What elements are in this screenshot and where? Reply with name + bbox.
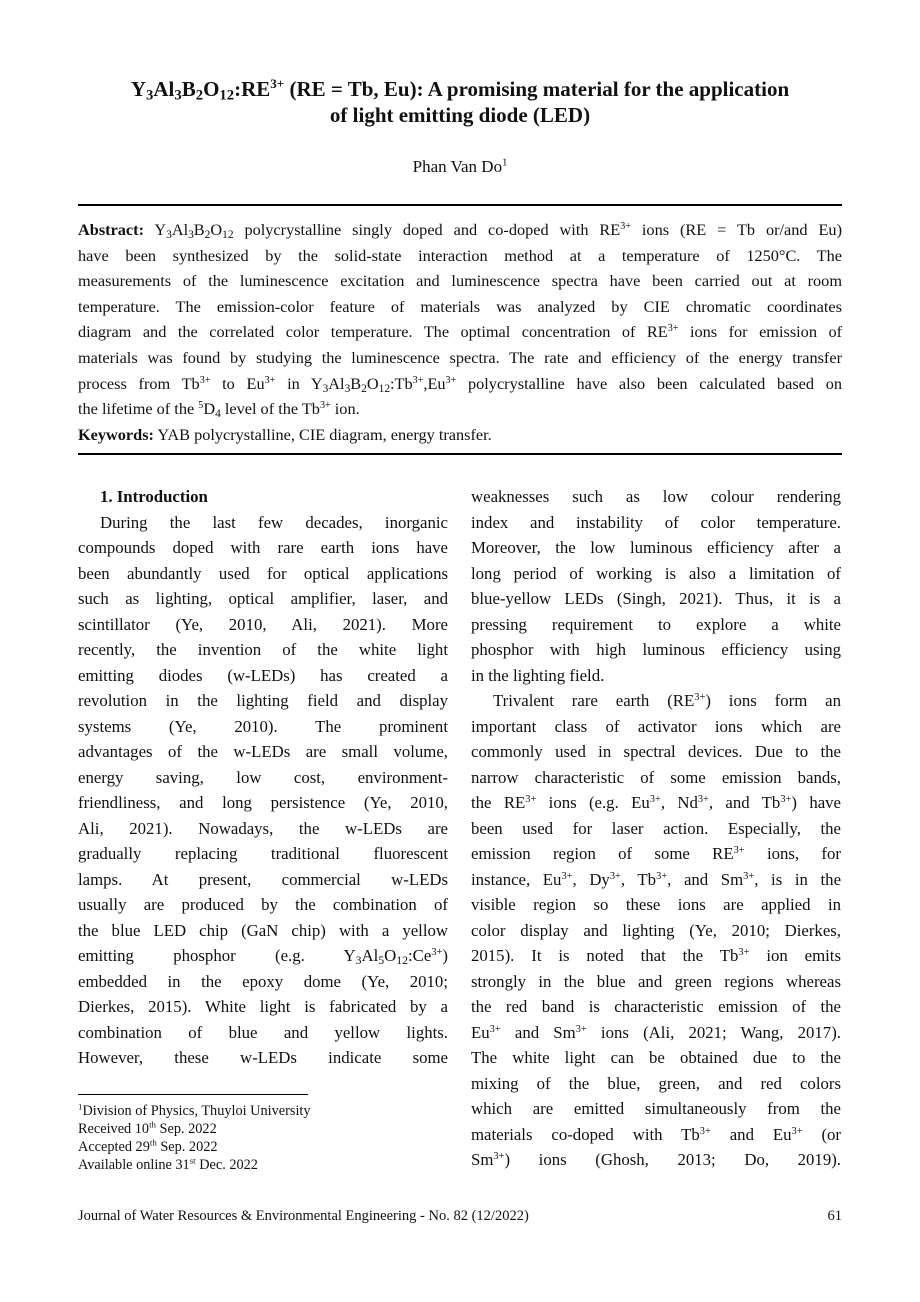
subscript: 5 bbox=[378, 953, 385, 967]
text-run: B bbox=[181, 77, 196, 101]
text-run: Sm bbox=[471, 1150, 494, 1169]
text-run: B bbox=[350, 373, 362, 393]
text-run: Trivalent rare earth (RE bbox=[493, 691, 695, 710]
text-run: emitting phosphor (e.g. Y bbox=[78, 946, 356, 965]
text-run: Y bbox=[144, 220, 167, 239]
text-run: diagram and the correlated color temperature. The optimal concentration of RE bbox=[78, 322, 668, 342]
text-line bbox=[471, 714, 841, 740]
text-line bbox=[78, 867, 448, 893]
text-line bbox=[78, 943, 448, 969]
text-run: materials was found by studying the luminescence spectra. The rate and efficiency of the energy transfer bbox=[78, 347, 842, 367]
text-line bbox=[471, 1122, 841, 1148]
superscript: 3+ bbox=[561, 870, 573, 882]
subscript: 3 bbox=[355, 953, 362, 967]
title-line-1 bbox=[60, 76, 860, 102]
text-line bbox=[78, 892, 448, 918]
superscript: th bbox=[149, 1137, 157, 1148]
text-line bbox=[78, 637, 448, 663]
subscript: 2 bbox=[204, 228, 211, 241]
abstract-divider bbox=[78, 453, 842, 455]
text-run: the red band is characteristic emission of the bbox=[471, 997, 841, 1016]
author-name bbox=[0, 157, 920, 177]
page-number: 61 bbox=[827, 1208, 842, 1224]
text-run: important class of activator ions which are bbox=[471, 716, 841, 736]
text-run: phosphor with high luminous efficiency using bbox=[471, 640, 841, 659]
superscript: 3+ bbox=[743, 870, 755, 882]
text-line bbox=[78, 739, 448, 765]
text-line bbox=[471, 1071, 841, 1097]
text-run: O bbox=[384, 946, 397, 965]
superscript: 3+ bbox=[780, 793, 792, 805]
text-run: revolution in the lighting field and display bbox=[78, 691, 448, 710]
superscript: 3+ bbox=[609, 870, 621, 882]
text-run: which are emitted simultaneously from the bbox=[471, 1099, 841, 1118]
text-run: pressing requirement to explore a white bbox=[471, 614, 841, 634]
subscript: 3 bbox=[174, 87, 182, 104]
text-run: (RE = Tb, Eu): A promising material for the application bbox=[284, 77, 790, 101]
text-run: Available online 31 bbox=[78, 1157, 190, 1173]
abstract-section bbox=[78, 217, 842, 447]
text-run: combination of blue and yellow lights. bbox=[78, 1022, 448, 1042]
superscript: 3+ bbox=[431, 946, 443, 958]
text-run: level of the Tb bbox=[220, 399, 320, 419]
paper-title bbox=[60, 76, 860, 128]
text-run: Dec. 2022 bbox=[195, 1157, 258, 1173]
text-line bbox=[471, 969, 841, 995]
text-run: Al bbox=[328, 373, 345, 393]
text-run: recently, the invention of the white light bbox=[78, 640, 448, 659]
text-run: Eu bbox=[471, 1022, 490, 1042]
bold-label: Keywords: bbox=[78, 424, 154, 444]
text-run: ion. bbox=[330, 399, 360, 419]
text-line bbox=[471, 841, 841, 867]
text-line bbox=[471, 612, 841, 638]
superscript: 3+ bbox=[733, 844, 745, 856]
superscript: 3+ bbox=[667, 323, 679, 335]
footnote-received bbox=[78, 1120, 311, 1138]
abstract-line bbox=[78, 268, 842, 294]
text-line bbox=[471, 688, 841, 714]
text-run: 2015). It is noted that the Tb bbox=[471, 946, 739, 965]
superscript: 3+ bbox=[791, 1125, 803, 1137]
subscript: 3 bbox=[188, 228, 194, 241]
text-line bbox=[471, 1147, 841, 1173]
text-line bbox=[78, 1020, 448, 1046]
abstract-line bbox=[78, 371, 842, 397]
superscript: 1 bbox=[502, 157, 508, 169]
text-run: :RE bbox=[234, 77, 271, 101]
text-line bbox=[78, 535, 448, 561]
abstract-body bbox=[78, 217, 842, 422]
text-line bbox=[471, 994, 841, 1020]
text-run: , Nd bbox=[660, 793, 698, 812]
text-line bbox=[78, 790, 448, 816]
text-run: Al bbox=[171, 220, 189, 239]
text-run: of light emitting diode (LED) bbox=[329, 103, 591, 127]
text-run: The white light can be obtained due to the bbox=[471, 1048, 841, 1067]
superscript: 3+ bbox=[575, 1023, 587, 1035]
superscript: 3+ bbox=[489, 1023, 501, 1035]
text-line bbox=[78, 918, 448, 944]
superscript: 3+ bbox=[493, 1150, 505, 1162]
text-line bbox=[471, 484, 841, 510]
subscript: 12 bbox=[378, 382, 391, 395]
footnote-affiliation bbox=[78, 1102, 311, 1120]
text-run: , Dy bbox=[572, 869, 610, 889]
subscript: 3 bbox=[166, 228, 172, 241]
text-run: commonly used in spectral devices. Due to the bbox=[471, 742, 841, 761]
right-column-body bbox=[471, 484, 841, 1173]
subscript: 2 bbox=[195, 87, 204, 104]
superscript: 3+ bbox=[199, 374, 211, 386]
text-line bbox=[78, 586, 448, 612]
text-run: narrow characteristic of some emission bands, bbox=[471, 767, 841, 787]
text-run: Y bbox=[130, 77, 147, 101]
text-run: :Ce bbox=[408, 946, 432, 965]
text-run: Al bbox=[361, 946, 379, 965]
text-line bbox=[471, 918, 841, 944]
text-line bbox=[471, 892, 841, 918]
right-column bbox=[471, 484, 841, 1173]
text-run: Sep. 2022 bbox=[156, 1139, 218, 1155]
text-run: ions for emission of bbox=[678, 322, 843, 342]
abstract-line bbox=[78, 217, 842, 243]
title-line-2 bbox=[60, 102, 860, 128]
text-line bbox=[471, 867, 841, 893]
bold-label: Abstract: bbox=[78, 220, 145, 239]
text-run: Accepted 29 bbox=[78, 1139, 150, 1155]
text-line bbox=[78, 663, 448, 689]
text-line bbox=[471, 637, 841, 663]
text-run: mixing of the blue, green, and red colors bbox=[471, 1073, 841, 1093]
text-run: have been synthesized by the solid-state interaction method at a temperature of 1250°C. The bbox=[78, 245, 842, 265]
text-run: measurements of the luminescence excitation and luminescence spectra have been carried out at room bbox=[78, 271, 842, 291]
left-column-body bbox=[78, 510, 448, 1071]
text-run: O bbox=[210, 220, 223, 239]
text-run: Received 10 bbox=[78, 1121, 150, 1137]
abstract-line bbox=[78, 294, 842, 320]
section-heading-introduction: 1. Introduction bbox=[100, 487, 208, 506]
text-run: emission region of some RE bbox=[471, 844, 734, 863]
superscript: 1 bbox=[78, 1101, 83, 1112]
abstract-line bbox=[78, 345, 842, 371]
text-run: ) ions (Ghosh, 2013; Do, 2019). bbox=[504, 1150, 841, 1169]
text-run: embedded in the epoxy dome (Ye, 2010; bbox=[78, 971, 448, 991]
text-run: Al bbox=[153, 77, 175, 101]
text-run: Sep. 2022 bbox=[155, 1121, 217, 1137]
text-line bbox=[471, 790, 841, 816]
text-run: energy saving, low cost, environment- bbox=[78, 767, 448, 787]
text-run: in Y bbox=[275, 373, 323, 393]
abstract-line bbox=[78, 396, 842, 422]
text-run: friendliness, and long persistence (Ye, 2010, bbox=[78, 793, 448, 812]
text-run: visible region so these ions are applied in bbox=[471, 895, 841, 914]
superscript: 3+ bbox=[656, 870, 668, 882]
text-run: YAB polycrystalline, CIE diagram, energy transfer. bbox=[153, 424, 492, 444]
text-run: instance, Eu bbox=[471, 869, 562, 889]
text-run: Division of Physics, Thuyloi University bbox=[82, 1103, 311, 1119]
superscript: 3+ bbox=[649, 793, 661, 805]
text-line bbox=[78, 612, 448, 638]
superscript: 3+ bbox=[699, 1125, 711, 1137]
subscript: 2 bbox=[361, 382, 367, 395]
text-run: the blue LED chip (GaN chip) with a yellow bbox=[78, 920, 448, 940]
text-run: color display and lighting (Ye, 2010; Dierkes, bbox=[471, 920, 841, 940]
keywords bbox=[78, 422, 842, 448]
subscript: 3 bbox=[322, 382, 329, 395]
subscript: 3 bbox=[344, 382, 351, 395]
footnotes bbox=[78, 1102, 311, 1174]
footnote-available bbox=[78, 1156, 311, 1174]
text-run: ions (e.g. Eu bbox=[536, 793, 650, 812]
text-run: D bbox=[203, 399, 216, 419]
text-run: process from Tb bbox=[78, 373, 200, 393]
text-run: ,Eu bbox=[423, 373, 446, 393]
text-line bbox=[471, 765, 841, 791]
text-line bbox=[471, 1020, 841, 1046]
superscript: th bbox=[149, 1119, 156, 1130]
superscript: st bbox=[189, 1155, 196, 1166]
text-run: :Tb bbox=[390, 373, 413, 393]
superscript: 3+ bbox=[412, 374, 424, 386]
text-run: Phan Van Do bbox=[412, 157, 503, 176]
text-run: usually are produced by the combination of bbox=[78, 895, 448, 914]
superscript: 3+ bbox=[264, 374, 276, 386]
superscript: 3+ bbox=[738, 946, 750, 958]
text-run: O bbox=[203, 77, 220, 101]
text-run: , is in the bbox=[754, 869, 842, 889]
text-run: ) ions form an bbox=[705, 691, 841, 710]
text-line bbox=[471, 816, 841, 842]
journal-name: Journal of Water Resources & Environmental Engineering - No. 82 (12/2022) bbox=[78, 1208, 529, 1224]
text-run: ions (Ali, 2021; Wang, 2017). bbox=[586, 1022, 841, 1042]
text-line bbox=[78, 688, 448, 714]
superscript: 3+ bbox=[270, 76, 285, 92]
text-run: , Tb bbox=[620, 869, 657, 889]
subscript: 4 bbox=[215, 408, 221, 420]
text-line bbox=[78, 1045, 448, 1071]
text-run: compounds doped with rare earth ions have bbox=[78, 538, 448, 557]
text-run: B bbox=[193, 220, 205, 239]
text-line bbox=[78, 765, 448, 791]
superscript: 5 bbox=[198, 400, 204, 412]
text-line bbox=[471, 586, 841, 612]
text-run: lamps. At present, commercial w-LEDs bbox=[78, 869, 448, 889]
text-line bbox=[471, 510, 841, 536]
text-run: ions, for bbox=[744, 844, 841, 863]
footnote-accepted bbox=[78, 1138, 311, 1156]
subscript: 12 bbox=[396, 953, 409, 967]
text-run: , and Tb bbox=[708, 793, 781, 812]
superscript: 3+ bbox=[697, 793, 709, 805]
text-run: and Sm bbox=[500, 1022, 576, 1042]
text-line bbox=[78, 561, 448, 587]
text-line bbox=[471, 561, 841, 587]
subscript: 12 bbox=[222, 228, 234, 241]
text-run: polycrystalline singly doped and co-doped with RE bbox=[233, 220, 621, 239]
text-run: in the lighting field. bbox=[471, 665, 605, 685]
text-run: blue-yellow LEDs (Singh, 2021). Thus, it is a bbox=[471, 589, 841, 608]
superscript: 3+ bbox=[620, 220, 631, 232]
subscript: 12 bbox=[219, 87, 235, 104]
text-run: ) have bbox=[791, 793, 841, 812]
text-run: Ali, 2021). Nowadays, the w-LEDs are bbox=[78, 818, 448, 838]
text-run: gradually replacing traditional fluorescent bbox=[78, 844, 448, 863]
text-run: ions (RE = Tb or/and Eu) bbox=[630, 220, 842, 239]
text-run: advantages of the w-LEDs are small volume, bbox=[78, 742, 448, 761]
text-run: the RE bbox=[471, 793, 526, 812]
text-run: the lifetime of the bbox=[78, 399, 199, 419]
text-line bbox=[78, 969, 448, 995]
text-line bbox=[471, 663, 841, 689]
text-run: O bbox=[366, 373, 379, 393]
text-run: strongly in the blue and green regions whereas bbox=[471, 971, 841, 991]
text-line bbox=[471, 535, 841, 561]
text-line bbox=[78, 816, 448, 842]
page-footer bbox=[78, 1208, 842, 1225]
text-line bbox=[78, 994, 448, 1020]
text-run: materials co-doped with Tb bbox=[471, 1124, 700, 1144]
superscript: 3+ bbox=[525, 793, 537, 805]
abstract-line bbox=[78, 243, 842, 269]
text-run: (or bbox=[802, 1124, 842, 1144]
text-run: long period of working is also a limitation of bbox=[471, 563, 841, 583]
text-run: scintillator (Ye, 2010, Ali, 2021). More bbox=[78, 614, 448, 634]
text-run: index and instability of color temperature. bbox=[471, 512, 841, 532]
left-column bbox=[78, 484, 448, 1071]
text-run: systems (Ye, 2010). The prominent bbox=[78, 716, 448, 736]
text-run: Dierkes, 2015). White light is fabricated by a bbox=[78, 997, 448, 1016]
text-line bbox=[78, 714, 448, 740]
text-line bbox=[471, 739, 841, 765]
text-run: weaknesses such as low colour rendering bbox=[471, 487, 841, 506]
text-run: to Eu bbox=[210, 373, 265, 393]
text-run: Moreover, the low luminous efficiency after a bbox=[471, 538, 841, 557]
footnote-divider bbox=[78, 1094, 308, 1095]
text-line bbox=[78, 510, 448, 536]
text-run: such as lighting, optical amplifier, laser, and bbox=[78, 589, 448, 608]
text-run: polycrystalline have also been calculated based on bbox=[456, 373, 843, 393]
text-run: ) bbox=[442, 946, 448, 965]
text-line bbox=[471, 1045, 841, 1071]
text-run: emitting diodes (w-LEDs) has created a bbox=[78, 665, 448, 685]
header-divider bbox=[78, 204, 842, 206]
text-line bbox=[78, 841, 448, 867]
text-line bbox=[471, 943, 841, 969]
text-run: been abundantly used for optical applications bbox=[78, 563, 448, 583]
abstract-line bbox=[78, 319, 842, 345]
superscript: 3+ bbox=[445, 374, 457, 386]
text-run: and Eu bbox=[710, 1124, 792, 1144]
superscript: 3+ bbox=[694, 691, 706, 703]
text-run: ion emits bbox=[749, 946, 841, 965]
subscript: 3 bbox=[146, 87, 154, 104]
text-line bbox=[471, 1096, 841, 1122]
superscript: 3+ bbox=[319, 400, 331, 412]
text-run: During the last few decades, inorganic bbox=[100, 512, 448, 532]
text-run: temperature. The emission-color feature of materials was analyzed by CIE chromatic coordinates bbox=[78, 296, 842, 316]
text-run: However, these w-LEDs indicate some bbox=[78, 1048, 448, 1067]
text-run: been used for laser action. Especially, the bbox=[471, 818, 841, 838]
text-run: , and Sm bbox=[667, 869, 744, 889]
